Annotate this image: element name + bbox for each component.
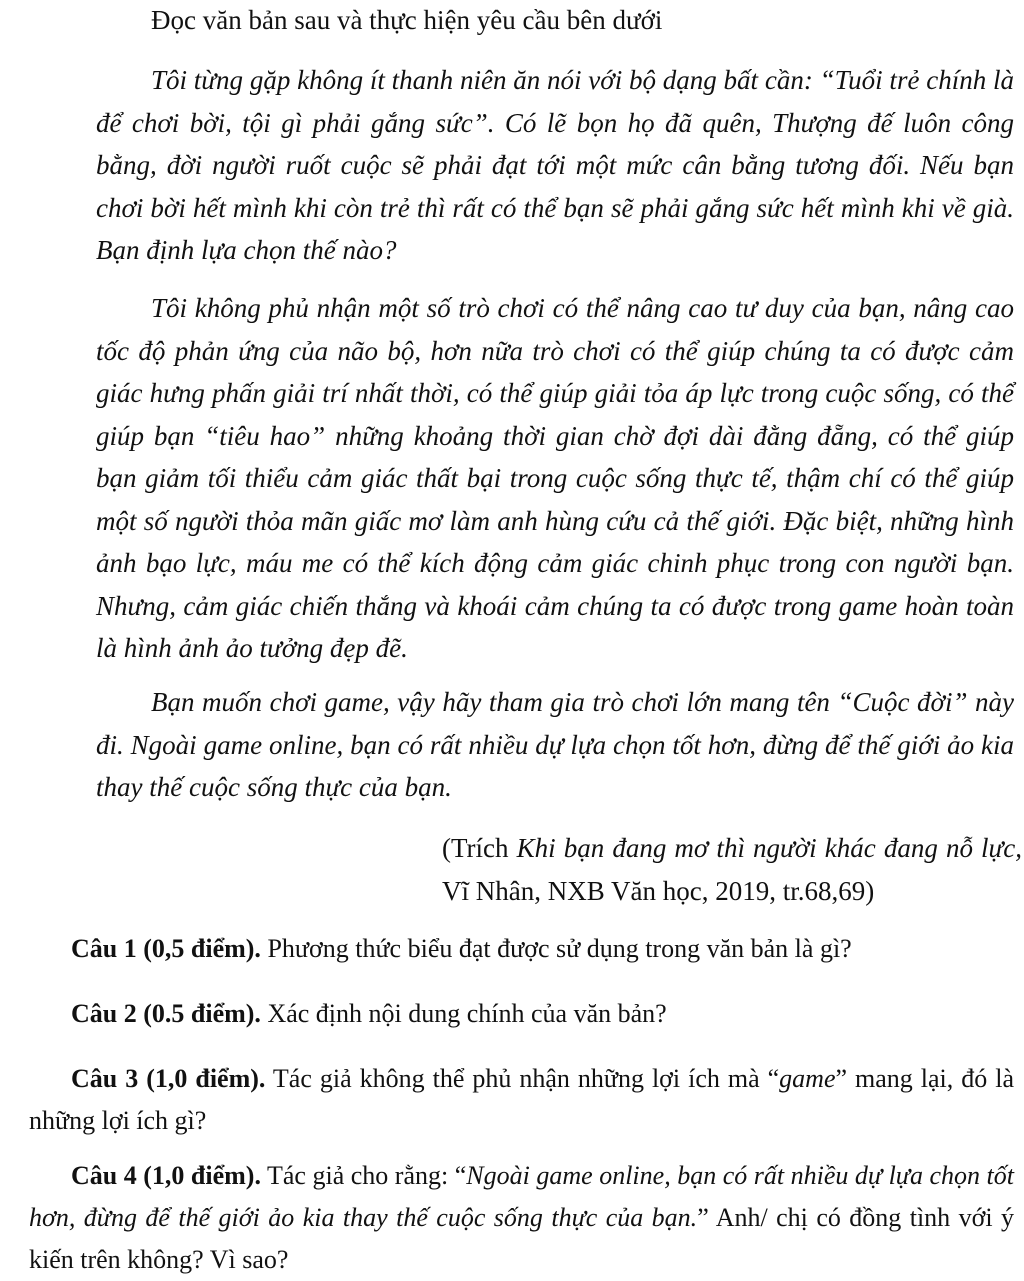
question-1: [29, 928, 1014, 970]
question-4-quote: Ngoài game online, bạn có rất nhiều dự lựa chọn tốt hơn, đừng để thế giới ảo kia thay thế cuộc sống thực của bạn.: [29, 1161, 1014, 1232]
question-3-text-before: Tác giả không thể phủ nhận những lợi ích mà “: [265, 1064, 780, 1093]
question-3-label: Câu 3 (1,0 điểm).: [71, 1064, 266, 1093]
question-4-text-after: ” Anh/ chị có đồng tình với ý kiến trên không? Vì sao?: [29, 1203, 1014, 1274]
question-4: [29, 1155, 1014, 1281]
passage-paragraph-2: Tôi không phủ nhận một số trò chơi có thể nâng cao tư duy của bạn, nâng cao tốc độ phản ứng của não bộ, hơn nữa trò chơi có thể giúp chúng ta có được cảm giác hưng phấn giải trí nhất thời, có thể giúp giải tỏa áp lực trong cuộc sống, có thể giúp bạn “tiêu hao” những khoảng thời gian chờ đợi dài đằng đẵng, có thể giúp bạn giảm tối thiểu cảm giác thất bại trong cuộc sống thực tế, thậm chí có thể giúp một số người thỏa mãn giấc mơ làm anh hùng cứu cả thế giới. Đặc biệt, những hình ảnh bạo lực, máu me có thể kích động cảm giác chinh phục trong con người bạn. Nhưng, cảm giác chiến thắng và khoái cảm chúng ta có được trong game hoàn toàn là hình ảnh ảo tưởng đẹp đẽ.: [96, 293, 1014, 663]
instruction-heading: Đọc văn bản sau và thực hiện yêu cầu bên dưới: [151, 5, 663, 35]
question-2-text: Xác định nội dung chính của văn bản?: [260, 999, 667, 1028]
question-1-label: Câu 1 (0,5 điểm).: [71, 934, 261, 963]
source-citation: [442, 827, 1022, 913]
question-2-label: Câu 2 (0.5 điểm).: [71, 999, 261, 1028]
passage-paragraph-1: Tôi từng gặp không ít thanh niên ăn nói với bộ dạng bất cần: “Tuổi trẻ chính là để chơi bời, tội gì phải gắng sức”. Có lẽ bọn họ đã quên, Thượng đế luôn công bằng, đời người ruốt cuộc sẽ phải đạt tới một mức cân bằng tương đối. Nếu bạn chơi bời hết mình khi còn trẻ thì rất có thể bạn sẽ phải gắng sức hết mình khi về già. Bạn định lựa chọn thế nào?: [96, 65, 1014, 265]
source-book-title: Khi bạn đang mơ thì người khác đang nỗ lực,: [516, 833, 1022, 863]
question-4-text-before: Tác giả cho rằng: “: [260, 1161, 467, 1190]
passage-paragraph-3: Bạn muốn chơi game, vậy hãy tham gia trò chơi lớn mang tên “Cuộc đời” này đi. Ngoài game online, bạn có rất nhiều dự lựa chọn tốt hơn, đừng để thế giới ảo kia thay thế cuộc sống thực của bạn.: [96, 687, 1014, 802]
question-2: [29, 993, 1014, 1035]
question-3: [29, 1058, 1014, 1142]
question-4-label: Câu 4 (1,0 điểm).: [71, 1161, 261, 1190]
question-3-emphasis: game: [779, 1064, 836, 1093]
question-3-text-after: ” mang lại, đó là những lợi ích gì?: [29, 1064, 1014, 1135]
source-prefix: (Trích: [442, 833, 517, 863]
question-1-text: Phương thức biểu đạt được sử dụng trong văn bản là gì?: [260, 934, 852, 963]
source-suffix: Vĩ Nhân, NXB Văn học, 2019, tr.68,69): [442, 876, 875, 906]
